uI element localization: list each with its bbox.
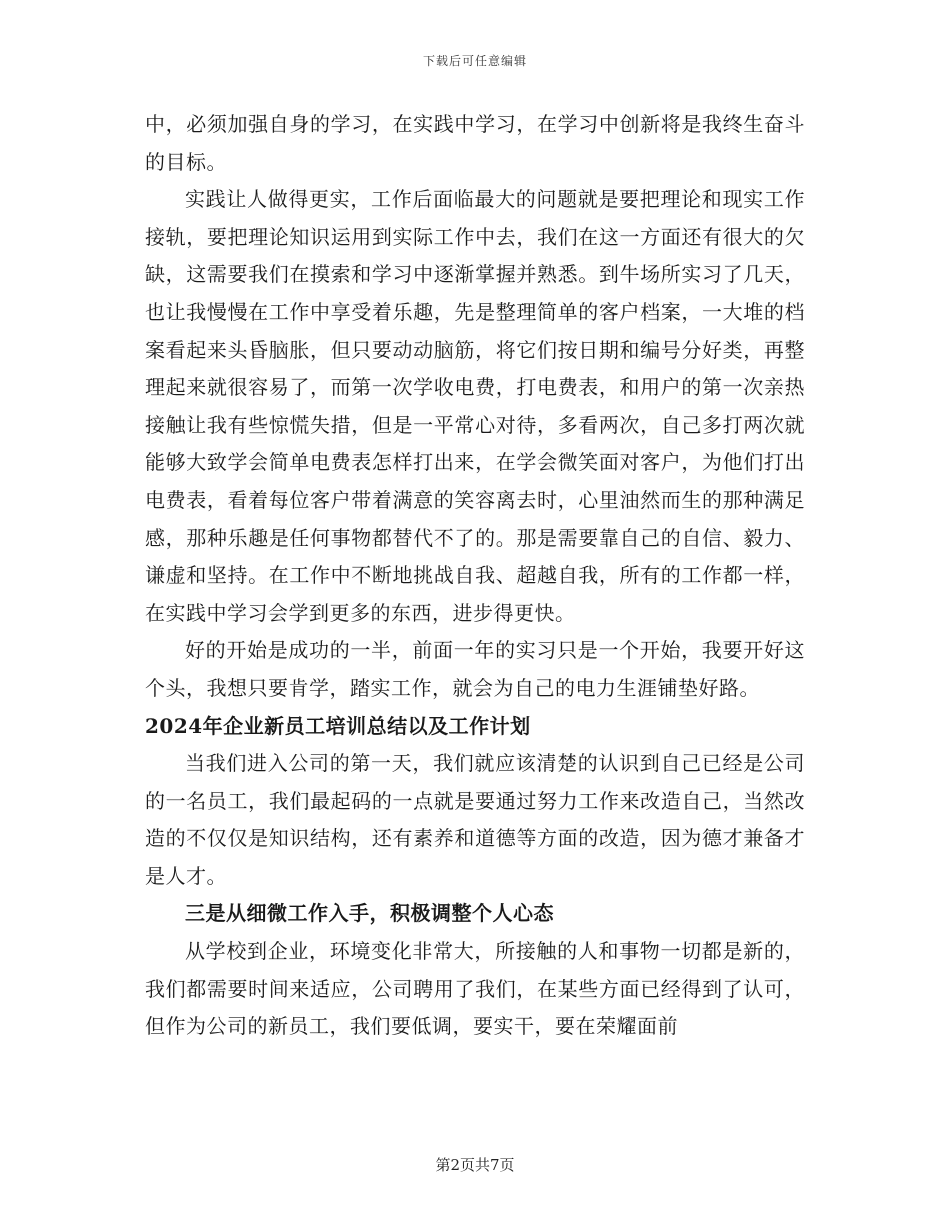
page-number: 第2页共7页 bbox=[435, 1156, 515, 1174]
paragraph-first-day: 当我们进入公司的第一天，我们就应该清楚的认识到自己已经是公司的一名员工，我们最起码的一点就是要通过努力工作来改造自己，当然改造的不仅仅是知识结构，还有素养和道德等方面的改造，因为德才兼备才是人才。 bbox=[145, 751, 805, 888]
paragraph-good-start: 好的开始是成功的一半，前面一年的实习只是一个开始，我要开好这个头，我想只要肯学，踏实工作，就会为自己的电力生涯铺垫好路。 bbox=[145, 638, 805, 700]
paragraph-school-to-company: 从学校到企业，环境变化非常大，所接触的人和事物一切都是新的，我们都需要时间来适应，公司聘用了我们，在某些方面已经得到了认可，但作为公司的新员工，我们要低调，要实干，要在荣耀面前 bbox=[145, 939, 805, 1039]
paragraph-practice: 实践让人做得更实，工作后面临最大的问题就是要把理论和现实工作接轨，要把理论知识运用到实际工作中去，我们在这一方面还有很大的欠缺，这需要我们在摸索和学习中逐渐掌握并熟悉。到牛场所实习了几天，也让我慢慢在工作中享受着乐趣，先是整理简单的客户档案，一大堆的档案看起来头昏脑胀，但只要动动脑筋，将它们按日期和编号分好类，再整理起来就很容易了，而第一次学收电费，打电费表，和用户的第一次亲热接触让我有些惊慌失措，但是一平常心对待，多看两次，自己多打两次就能够大致学会简单电费表怎样打出来，在学会微笑面对客户，为他们打出电费表，看着每位客户带着满意的笑容离去时，心里油然而生的那种满足感，那种乐趣是任何事物都替代不了的。那是需要靠自己的自信、毅力、谦虚和坚持。在工作中不断地挑战自我、超越自我，所有的工作都一样，在实践中学习会学到更多的东西，进步得更快。 bbox=[145, 187, 805, 625]
header-note: 下载后可任意编辑 bbox=[422, 54, 527, 68]
section-title: 2024年企业新员工培训总结以及工作计划 bbox=[145, 713, 531, 738]
section-subheading: 三是从细微工作入手，积极调整个人心态 bbox=[185, 901, 554, 926]
document-body bbox=[145, 106, 805, 1046]
paragraph-continuation: 中，必须加强自身的学习，在实践中学习，在学习中创新将是我终生奋斗的目标。 bbox=[145, 112, 805, 174]
